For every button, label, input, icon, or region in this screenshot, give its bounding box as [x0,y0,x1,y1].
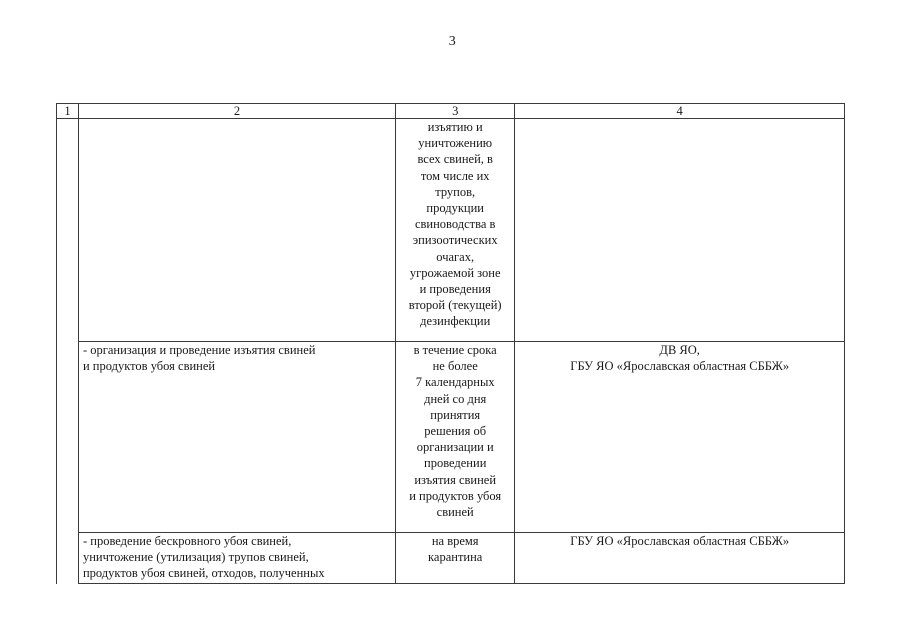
cell-text-line: дезинфекции [420,314,491,329]
cell-num [57,119,79,342]
table-row [57,533,845,584]
cell-text-line: угрожаемой зоне [409,265,501,280]
table-header-row [57,104,845,119]
cell-responsible [515,533,845,584]
cell-text-line: изъятия свиней [414,472,497,487]
cell-text-line: уничтожение (утилизация) трупов свиней, [82,550,309,565]
cell-measure [78,119,395,342]
cell-deadline [396,342,515,533]
cell-text-line: ДВ ЯО, [659,343,700,357]
header-col-1: 1 [57,104,79,119]
cell-text-line: решения об [424,424,487,439]
cell-text-line: ГБУ ЯО «Ярославская областная СББЖ» [570,534,790,548]
header-col-2: 2 [78,104,395,119]
cell-text-line: второй (текущей) [408,298,502,313]
cell-text-line: трупов, [435,184,476,199]
cell-text-line: принятия [430,407,481,422]
cell-text-line: свиноводства в [414,217,496,232]
cell-text-line: уничтожению [418,136,493,151]
cell-text-line: организации и [416,440,494,455]
cell-text-line: свиней [436,505,474,520]
cell-responsible [515,119,845,342]
cell-deadline [396,119,515,342]
cell-text-line: дней со дня [424,391,487,406]
cell-text-line: ГБУ ЯО «Ярославская областная СББЖ» [570,359,790,374]
cell-text-line: - организация и проведение изъятия свиней [82,343,316,357]
cell-text-line: 7 календарных [415,375,495,390]
table-row [57,119,845,342]
cell-num [57,342,79,533]
cell-measure [78,533,395,584]
cell-text-line: в течение срока [413,343,497,357]
cell-measure [78,342,395,533]
header-col-3: 3 [396,104,515,119]
cell-text-line: не более [432,359,478,374]
page-number: 3 [448,34,457,49]
cell-text-line: проведении [424,456,487,471]
cell-text-line: и продуктов убоя свиней [82,359,216,374]
measures-table [56,103,845,584]
cell-num [57,533,79,584]
cell-text-line: всех свиней, в [417,152,493,167]
cell-text-line: продукции [426,201,484,216]
cell-text-line: очагах, [436,249,475,264]
cell-text-line: - проведение бескровного убоя свиней, [82,534,292,548]
cell-text-line: продуктов убоя свиней, отходов, полученных [82,566,325,581]
header-col-4: 4 [515,104,845,119]
table-row [57,342,845,533]
cell-deadline [396,533,515,584]
cell-text-line: на время [431,534,479,548]
cell-text-line: эпизоотических [412,233,498,248]
cell-text-line: и продуктов убоя [409,488,502,503]
cell-text-line: карантина [428,550,483,565]
cell-text-line: том числе их [420,168,490,183]
cell-text-line: и проведения [419,282,491,297]
cell-responsible [515,342,845,533]
cell-text-line: изъятию и [427,120,483,134]
